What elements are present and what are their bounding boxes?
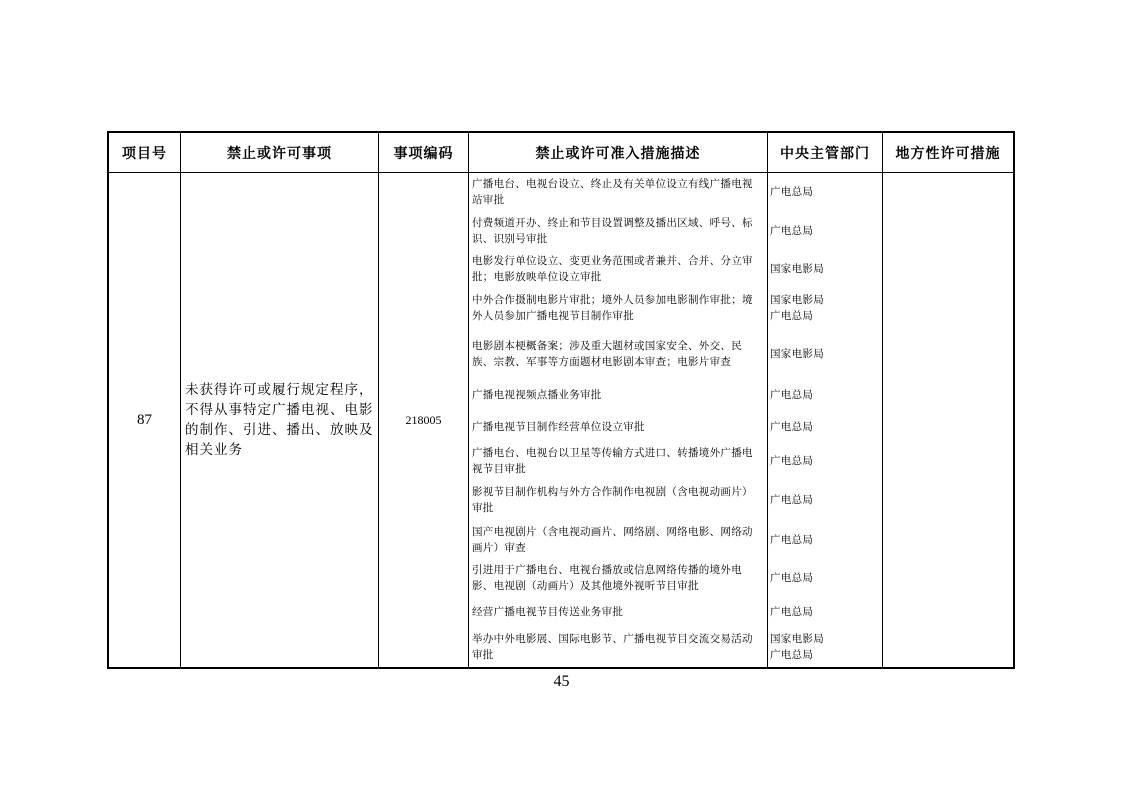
department-item: 广电总局 [770, 186, 814, 198]
measure-item: 影视节目制作机构与外方合作制作电视剧（含电视动画片）审批 [472, 486, 753, 514]
header-local: 地方性许可措施 [895, 146, 1001, 162]
department-item: 广电总局 [770, 420, 814, 433]
department-item: 广电总局 [770, 455, 814, 467]
measure-item: 广播电视视频点播业务审批 [472, 389, 602, 401]
measure-item: 中外合作摄制电影片审批；境外人员参加电影制作审批；境外人员参加广播电视节目制作审批 [472, 294, 753, 322]
department-item: 广电总局 [770, 534, 814, 546]
header-item-no: 项目号 [122, 146, 167, 162]
department-item: 广电总局 [770, 389, 814, 401]
department-item: 国家电影局 广电总局 [770, 294, 824, 322]
measure-item: 举办中外电影展、国际电影节、广播电视节目交流交易活动审批 [472, 633, 753, 661]
department-item: 广电总局 [770, 224, 814, 237]
measure-item: 广播电台、电视台设立、终止及有关单位设立有线广播电视站审批 [472, 178, 753, 206]
measure-item: 广播电台、电视台以卫星等传输方式进口、转播境外广播电视节目审批 [472, 447, 753, 475]
measure-item: 电影剧本梗概备案；涉及重大题材或国家安全、外交、民族、宗教、军事等方面题材电影剧本审查；电影片审查 [472, 340, 742, 368]
item-code: 218005 [405, 412, 442, 427]
department-item: 国家电影局 [770, 263, 824, 275]
department-item: 国家电影局 [770, 348, 824, 360]
header-department: 中央主管部门 [780, 146, 870, 162]
measure-item: 付费频道开办、终止和节目设置调整及播出区域、呼号、标识、识别号审批 [472, 216, 753, 245]
department-item: 广电总局 [770, 494, 814, 506]
measure-item: 电影发行单位设立、变更业务范围或者兼并、合并、分立审批；电影放映单位设立审批 [472, 255, 753, 283]
local-measures [883, 173, 1013, 667]
measure-item: 经营广播电视节目传送业务审批 [472, 606, 624, 618]
measure-item: 国产电视剧片（含电视动画片、网络剧、网络电影、网络动画片）审查 [472, 526, 753, 554]
header-measures: 禁止或许可准入措施描述 [535, 146, 701, 162]
item-number: 87 [137, 411, 152, 428]
measure-item: 广播电视节目制作经营单位设立审批 [472, 420, 645, 433]
measure-item: 引进用于广播电台、电视台播放或信息网络传播的境外电影、电视剧（动画片）及其他境外视听节目审批 [472, 564, 742, 592]
matter-text: 未获得许可或履行规定程序，不得从事特定广播电视、电影的制作、引进、播出、放映及相关业务 [185, 382, 374, 458]
permit-table [107, 131, 1015, 669]
header-code: 事项编码 [393, 146, 454, 162]
department-item: 国家电影局 广电总局 [770, 633, 824, 661]
department-item: 广电总局 [770, 606, 814, 618]
department-item: 广电总局 [770, 572, 814, 584]
header-matter: 禁止或许可事项 [227, 146, 332, 162]
page-number: 45 [553, 673, 570, 690]
